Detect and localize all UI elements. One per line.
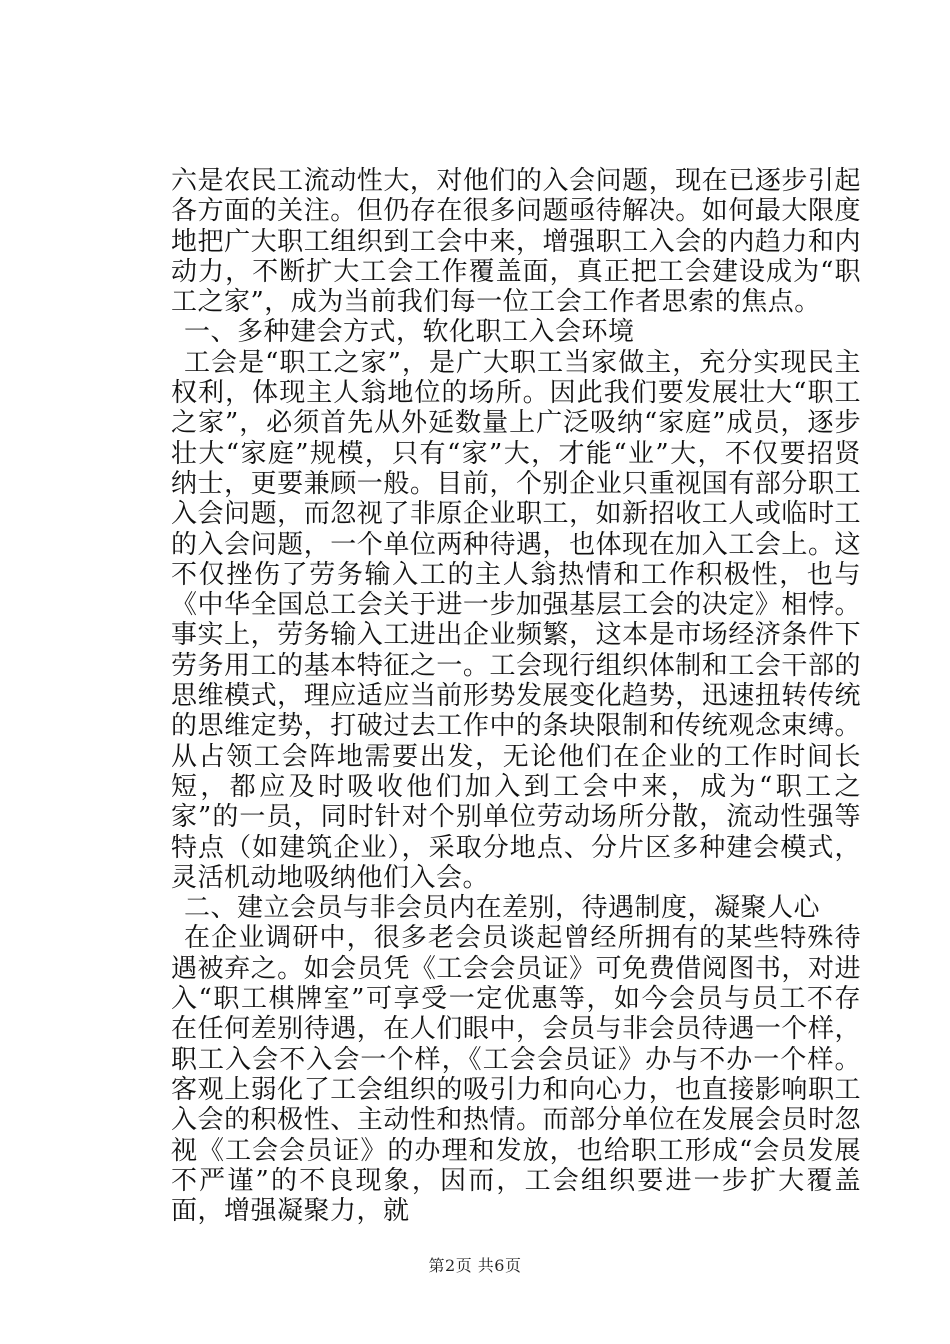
page-number-footer: 第2页 共6页 xyxy=(428,1256,522,1275)
paragraph-section-2: 在企业调研中，很多老会员谈起曾经所拥有的某些特殊待遇被弃之。如会员凭《工会会员证》可免费借阅图书，对进入“职工棋牌室”可享受一定优惠等，如今会员与员工不存在任何差别待遇，在人们眼中，会员与非会员待遇一个样，职工入会不入会一个样，《工会会员证》办与不办一个样。客观上弱化了工会组织的吸引力和向心力，也直接影响职工入会的积极性、主动性和热情。而部分单位在发展会员时忽视《工会会员证》的办理和发放，也给职工形成“会员发展不严谨”的不良现象，因而，工会组织要进一步扩大覆盖面，增强凝聚力，就 xyxy=(171,923,861,1227)
section-heading-1: 一、多种建会方式，软化职工入会环境 xyxy=(184,317,635,348)
document-body xyxy=(171,166,861,1226)
paragraph-section-1: 工会是“职工之家”，是广大职工当家做主，充分实现民主权利，体现主人翁地位的场所。因此我们要发展壮大“职工之家”，必须首先从外延数量上广泛吸纳“家庭”成员，逐步壮大“家庭”规模，只有“家”大，才能“业”大，不仅要招贤纳士，更要兼顾一般。目前，个别企业只重视国有部分职工入会问题，而忽视了非原企业职工，如新招收工人或临时工的入会问题，一个单位两种待遇，也体现在加入工会上。这不仅挫伤了劳务输入工的主人翁热情和工作积极性，也与《中华全国总工会关于进一步加强基层工会的决定》相悖。事实上，劳务输入工进出企业频繁，这本是市场经济条件下劳务用工的基本特征之一。工会现行组织体制和工会干部的思维模式，理应适应当前形势发展变化趋势，迅速扭转传统的思维定势，打破过去工作中的条块限制和传统观念束缚。从占领工会阵地需要出发，无论他们在企业的工作时间长短，都应及时吸收他们加入到工会中来，成为“职工之家”的一员，同时针对个别单位劳动场所分散，流动性强等特点（如建筑企业），采取分地点、分片区多种建会模式，灵活机动地吸纳他们入会。 xyxy=(171,347,861,893)
paragraph-intro: 六是农民工流动性大，对他们的入会问题，现在已逐步引起各方面的关注。但仍存在很多问题亟待解决。如何最大限度地把广大职工组织到工会中来，增强职工入会的内趋力和内动力，不断扩大工会工作覆盖面，真正把工会建设成为“职工之家”，成为当前我们每一位工会工作者思索的焦点。 xyxy=(171,166,861,318)
section-heading-2: 二、建立会员与非会员内在差别，待遇制度，凝聚人心 xyxy=(184,893,821,924)
